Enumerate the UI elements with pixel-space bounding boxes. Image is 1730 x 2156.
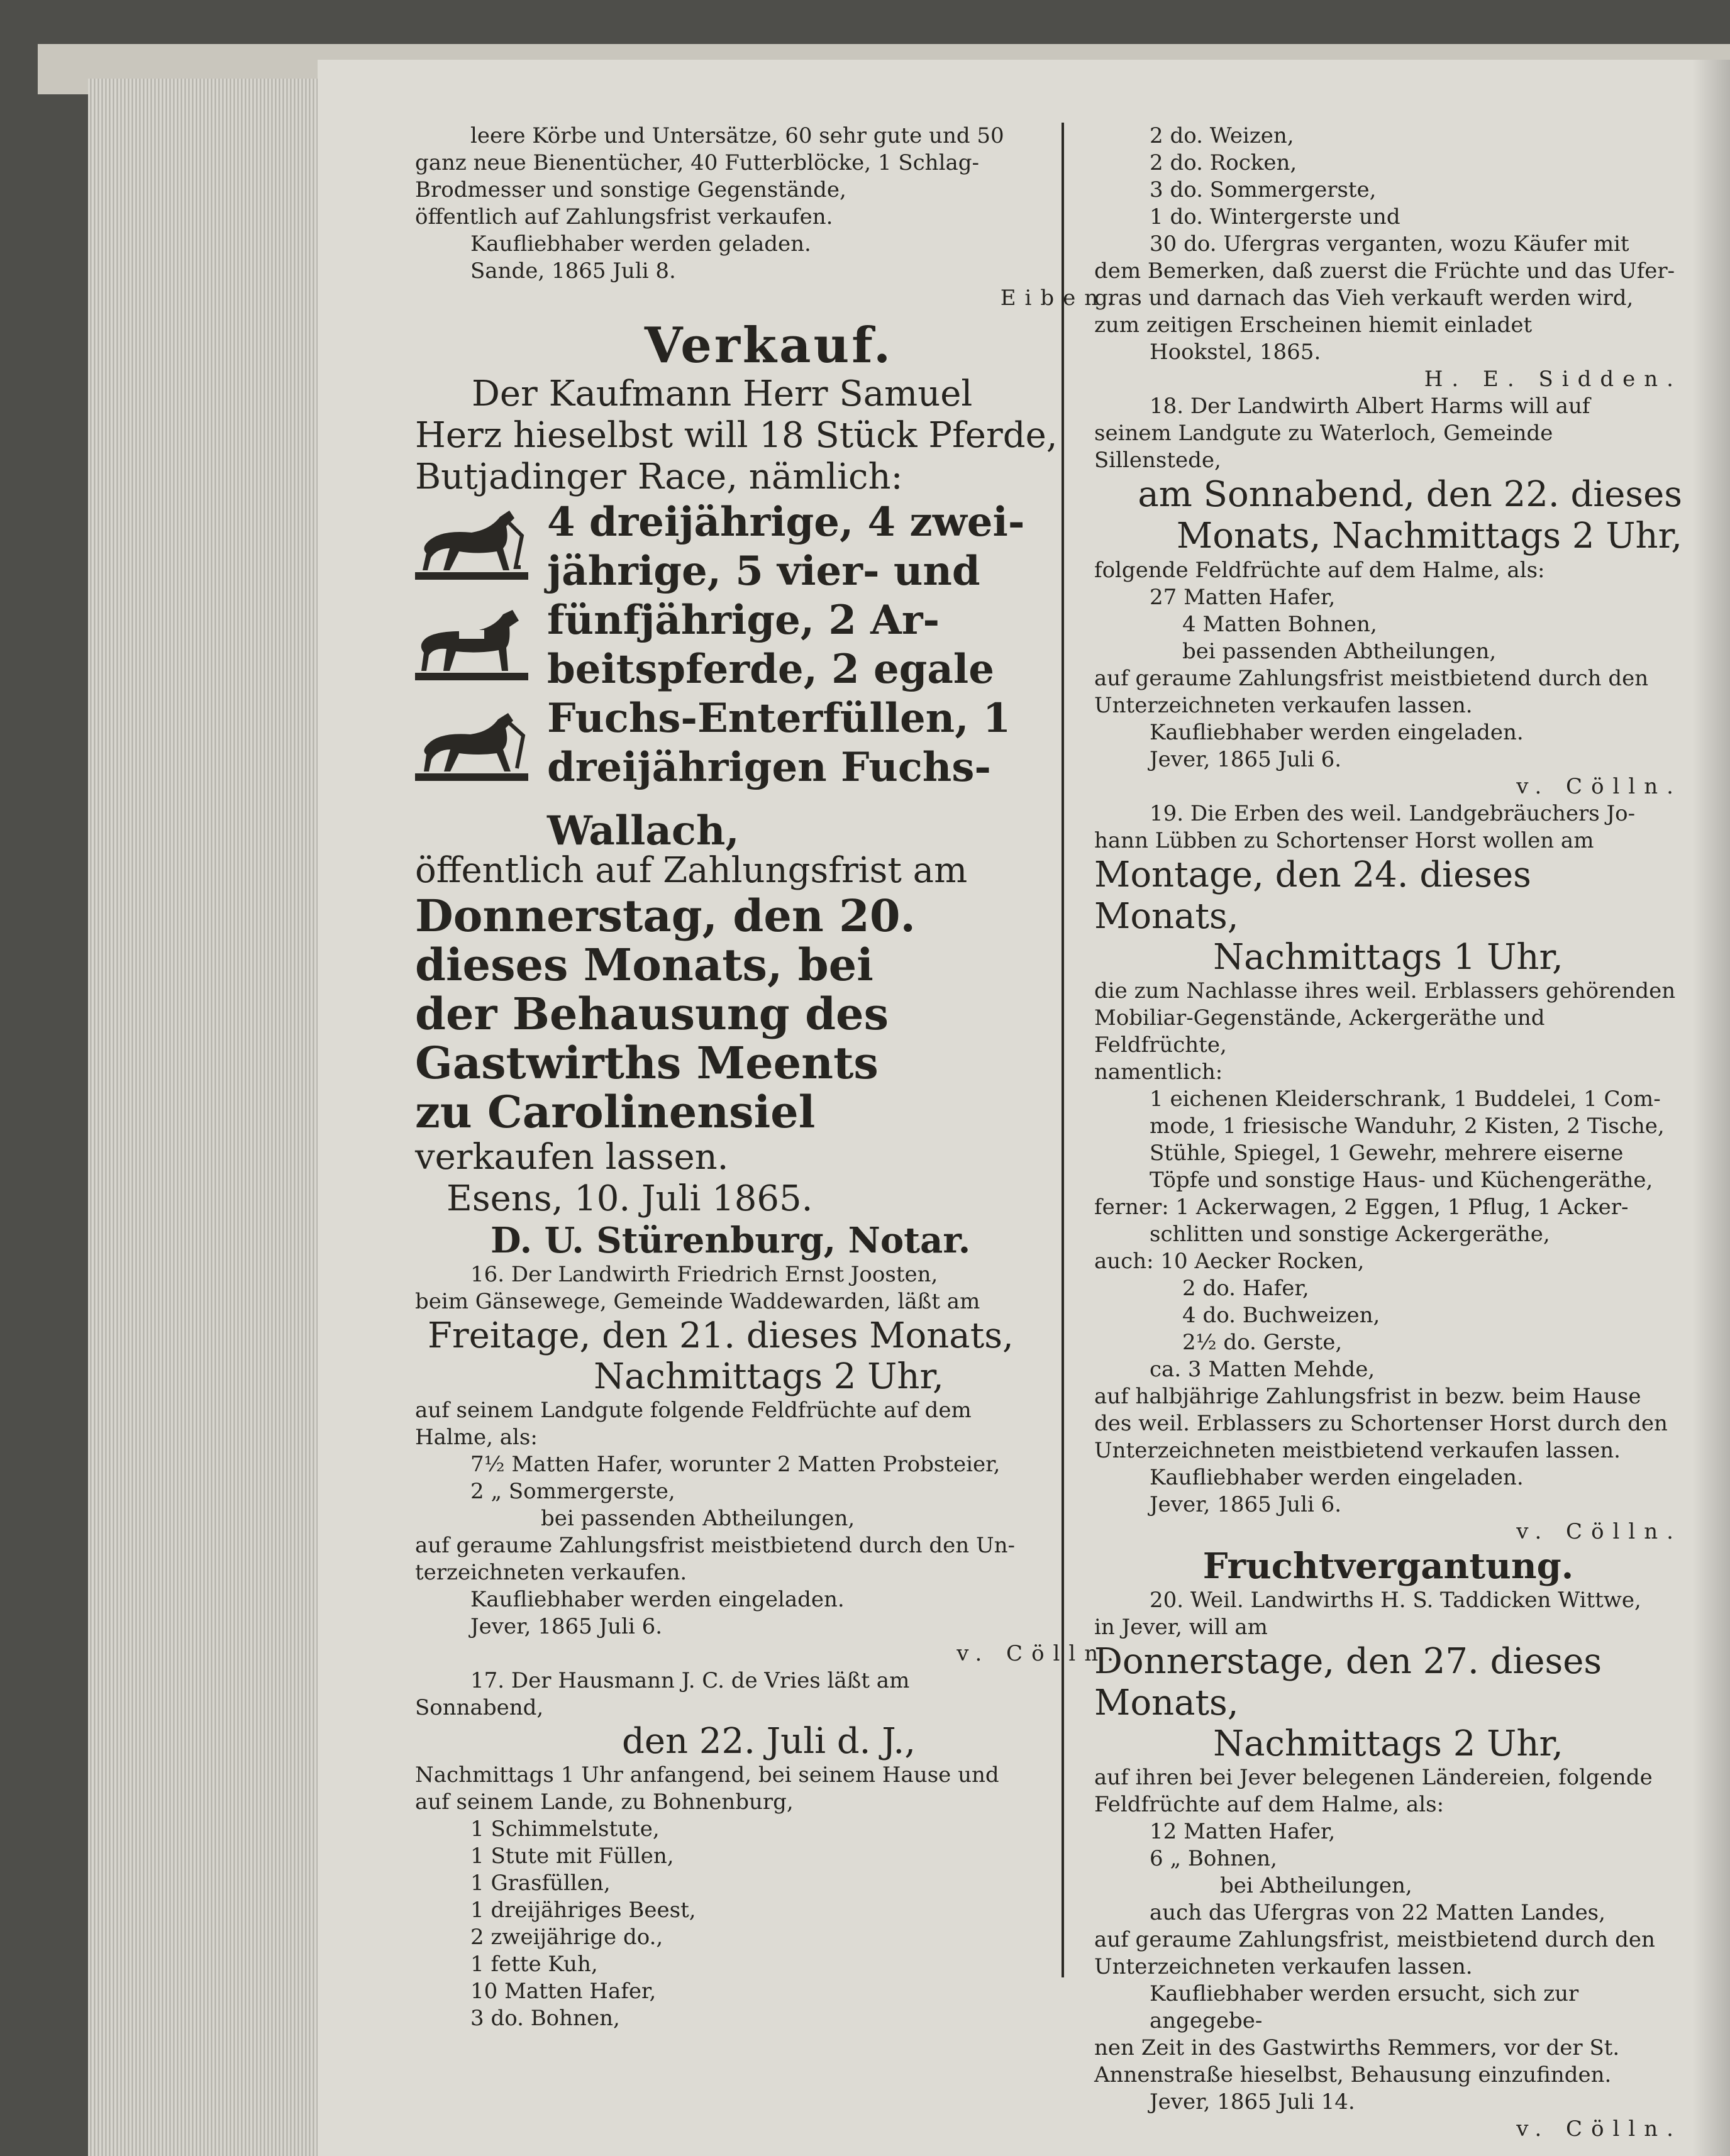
text-line: ganz neue Bienentücher, 40 Futterblöcke, 1 Schlag- <box>415 150 979 175</box>
text-line: Esens, 10. Juli 1865. <box>446 1178 813 1219</box>
page-fold-shadow <box>1692 60 1730 2156</box>
text-line: Sande, 1865 Juli 8. <box>470 258 676 284</box>
text-line: gras und darnach das Vieh verkauft werden wird, <box>1094 285 1634 311</box>
text-line: Butjadinger Race, nämlich: <box>415 456 903 497</box>
signature: Eiben. <box>1000 285 1123 311</box>
text-line: Kaufliebhaber werden geladen. <box>470 231 811 257</box>
list-item: 3 do. Bohnen, <box>470 2006 620 2031</box>
text-line: verkaufen lassen. <box>415 1137 729 1178</box>
text-line: Gastwirths Meents <box>415 1037 879 1089</box>
text-line: 7½ Matten Hafer, worunter 2 Matten Probsteier, <box>470 1452 1001 1477</box>
text-line: am Sonnabend, den 22. dieses <box>1138 474 1682 515</box>
signature: H. E. Sidden. <box>1424 367 1682 392</box>
text-line: Jever, 1865 Juli 6. <box>1150 1492 1342 1517</box>
list-item: 2 do. Hafer, <box>1182 1276 1309 1301</box>
left-column <box>415 123 1123 2032</box>
list-item: 30 do. Ufergras verganten, wozu Käufer mit <box>1150 231 1629 257</box>
text-line: Stühle, Spiegel, 1 Gewehr, mehrere eiserne <box>1150 1141 1624 1166</box>
text-line: zu Carolinensiel <box>415 1086 816 1138</box>
text-line: des weil. Erblassers zu Schortenser Horst durch den <box>1094 1411 1668 1436</box>
text-line: Kaufliebhaber werden eingeladen. <box>1150 720 1524 745</box>
list-item: 2 zweijährige do., <box>470 1925 663 1950</box>
text-line: Sonnabend, <box>415 1695 544 1720</box>
text-line: mode, 1 friesische Wanduhr, 2 Kisten, 2 Tische, <box>1150 1114 1665 1139</box>
text-line: Nachmittags 2 Uhr, <box>1213 1723 1563 1764</box>
text-line: terzeichneten verkaufen. <box>415 1560 687 1585</box>
text-line: Kaufliebhaber werden eingeladen. <box>1150 1465 1524 1490</box>
signature: v. Cölln. <box>1516 774 1682 799</box>
text-line: Nachmittags 1 Uhr anfangend, bei seinem Hause und <box>415 1762 999 1788</box>
text-line: Unterzeichneten verkaufen lassen. <box>1094 693 1473 718</box>
text-line: 17. Der Hausmann J. C. de Vries läßt am <box>470 1668 910 1693</box>
text-line: jährige, 5 vier- und <box>547 548 980 595</box>
list-item: 10 Matten Hafer, <box>470 1979 657 2004</box>
text-line: auf ihren bei Jever belegenen Ländereien, folgende <box>1094 1765 1653 1790</box>
text-line: Töpfe und sonstige Haus- und Küchengeräthe, <box>1150 1168 1653 1193</box>
text-line: Nachmittags 2 Uhr, <box>594 1356 944 1397</box>
text-line: Mobiliar-Gegenstände, Ackergeräthe und Feldfrüchte, <box>1094 1005 1545 1058</box>
text-line: fünfjährige, 2 Ar- <box>547 597 940 644</box>
text-line: auch das Ufergras von 22 Matten Landes, <box>1150 1900 1605 1925</box>
text-line: Jever, 1865 Juli 6. <box>470 1614 663 1639</box>
newspaper-page <box>318 60 1730 2156</box>
right-column <box>1094 123 1682 2143</box>
text-line: schlitten und sonstige Ackergeräthe, <box>1150 1222 1550 1247</box>
list-item: ca. 3 Matten Mehde, <box>1150 1357 1375 1382</box>
text-line: bei passenden Abtheilungen, <box>1182 639 1497 664</box>
text-line: 1 eichenen Kleiderschrank, 1 Buddelei, 1 Com- <box>1150 1086 1661 1112</box>
text-line: den 22. Juli d. J., <box>621 1721 916 1762</box>
text-line: Unterzeichneten meistbietend verkaufen lassen. <box>1094 1438 1621 1463</box>
text-line: beitspferde, 2 egale <box>547 646 994 693</box>
text-line: Nachmittags 1 Uhr, <box>1213 937 1563 978</box>
text-line: beim Gänsewege, Gemeinde Waddewarden, läßt am <box>415 1289 980 1314</box>
text-line: auf halbjährige Zahlungsfrist in bezw. beim Hause <box>1094 1384 1641 1409</box>
text-line: Kaufliebhaber werden ersucht, sich zur angegebe- <box>1150 1981 1579 2033</box>
text-line: 2 „ Sommergerste, <box>470 1479 675 1504</box>
text-line: Donnerstag, den 20. <box>415 890 916 942</box>
text-line: öffentlich auf Zahlungsfrist am <box>415 850 968 891</box>
text-line: öffentlich auf Zahlungsfrist verkaufen. <box>415 204 833 229</box>
text-line: bei passenden Abtheilungen, <box>541 1506 855 1531</box>
text-line: Freitage, den 21. dieses Monats, <box>428 1315 1014 1356</box>
list-item: 2½ do. Gerste, <box>1182 1330 1343 1355</box>
text-line: namentlich: <box>1094 1059 1223 1085</box>
text-line: 27 Matten Hafer, <box>1150 585 1336 610</box>
text-line: 20. Weil. Landwirths H. S. Taddicken Wittwe, <box>1150 1588 1641 1613</box>
horse-woodcut-icon <box>415 605 528 683</box>
text-line: Donnerstage, den 27. dieses Monats, <box>1094 1641 1602 1723</box>
text-line: 4 Matten Bohnen, <box>1182 612 1377 637</box>
signature: v. Cölln. <box>1516 2116 1682 2142</box>
text-line: Unterzeichneten verkaufen lassen. <box>1094 1954 1473 1979</box>
text-line: der Behausung des <box>415 988 889 1040</box>
list-item: 2 do. Rocken, <box>1150 150 1297 175</box>
list-item: 3 do. Sommergerste, <box>1150 177 1377 202</box>
text-line: ferner: 1 Ackerwagen, 2 Eggen, 1 Pflug, 1 Acker- <box>1094 1195 1629 1220</box>
text-line: die zum Nachlasse ihres weil. Erblassers gehörenden <box>1094 978 1676 1003</box>
text-line: auf geraume Zahlungsfrist meistbietend durch den <box>1094 666 1649 691</box>
text-line: in Jever, will am <box>1094 1615 1268 1640</box>
notary-signature: D. U. Stürenburg, Notar. <box>491 1220 971 1261</box>
list-item: 4 do. Buchweizen, <box>1182 1303 1380 1328</box>
text-line: Hookstel, 1865. <box>1150 340 1321 365</box>
text-line: dreijährigen Fuchs- <box>547 744 991 791</box>
text-line: Feldfrüchte auf dem Halme, als: <box>1094 1792 1444 1817</box>
list-item: 1 Stute mit Füllen, <box>470 1844 674 1869</box>
text-line: Montage, den 24. dieses Monats, <box>1094 854 1531 937</box>
fruchtvergantung-heading: Fruchtvergantung. <box>1202 1545 1574 1587</box>
list-item: 1 dreijähriges Beest, <box>470 1898 696 1923</box>
text-line: Brodmesser und sonstige Gegenstände, <box>415 177 846 202</box>
text-line: dem Bemerken, daß zuerst die Früchte und das Ufer- <box>1094 258 1675 284</box>
list-item: 2 do. Weizen, <box>1150 123 1294 148</box>
page-stack-edges <box>88 79 327 2156</box>
text-line: Monats, Nachmittags 2 Uhr, <box>1176 516 1682 556</box>
text-line: Kaufliebhaber werden eingeladen. <box>470 1587 845 1612</box>
text-line: Der Kaufmann Herr Samuel <box>472 373 973 414</box>
text-line: dieses Monats, bei <box>415 939 873 991</box>
text-line: leere Körbe und Untersätze, 60 sehr gute und 50 <box>470 123 1004 148</box>
text-line: zum zeitigen Erscheinen hiemit einladet <box>1094 312 1533 338</box>
horse-woodcut-icon <box>415 705 528 784</box>
text-line: seinem Landgute zu Waterloch, Gemeinde Sillenstede, <box>1094 421 1553 473</box>
list-item: 1 fette Kuh, <box>470 1952 598 1977</box>
signature: v. Cölln. <box>1516 1519 1682 1544</box>
text-line: Annenstraße hieselbst, Behausung einzufinden. <box>1094 2062 1612 2087</box>
horse-list <box>547 498 1123 792</box>
text-line: Jever, 1865 Juli 14. <box>1150 2089 1355 2115</box>
text-line: Halme, als: <box>415 1425 538 1450</box>
text-line: 4 dreijährige, 4 zwei- <box>547 499 1025 546</box>
horse-block <box>415 498 1123 793</box>
text-line: Fuchs-Enterfüllen, 1 <box>547 695 1011 742</box>
text-line: auf geraume Zahlungsfrist meistbietend durch den Un- <box>415 1533 1015 1558</box>
signature: v. Cölln. <box>956 1641 1123 1666</box>
text-line: hann Lübben zu Schortenser Horst wollen am <box>1094 828 1594 853</box>
text-line: folgende Feldfrüchte auf dem Halme, als: <box>1094 558 1545 583</box>
verkauf-heading: Verkauf. <box>644 317 894 374</box>
text-line: auf seinem Lande, zu Bohnenburg, <box>415 1789 794 1815</box>
horse-woodcut-icon <box>415 504 528 583</box>
text-line: nen Zeit in des Gastwirths Remmers, vor der St. <box>1094 2035 1620 2060</box>
text-line: auf seinem Landgute folgende Feldfrüchte auf dem <box>415 1398 972 1423</box>
list-item: 12 Matten Hafer, <box>1150 1819 1336 1844</box>
text-line: auf geraume Zahlungsfrist, meistbietend durch den <box>1094 1927 1655 1952</box>
text-line: 18. Der Landwirth Albert Harms will auf <box>1150 394 1590 419</box>
text-line: Herz hieselbst will 18 Stück Pferde, <box>415 415 1058 456</box>
text-line: auch: 10 Aecker Rocken, <box>1094 1249 1365 1274</box>
text-line: bei Abtheilungen, <box>1220 1873 1412 1898</box>
text-line: Wallach, <box>547 807 740 854</box>
text-line: Jever, 1865 Juli 6. <box>1150 747 1342 772</box>
text-line: 16. Der Landwirth Friedrich Ernst Joosten, <box>470 1262 938 1287</box>
list-item: 1 Grasfüllen, <box>470 1871 611 1896</box>
text-line: 19. Die Erben des weil. Landgebräuchers Jo- <box>1150 801 1636 826</box>
list-item: 6 „ Bohnen, <box>1150 1846 1277 1871</box>
list-item: 1 Schimmelstute, <box>470 1816 660 1842</box>
list-item: 1 do. Wintergerste und <box>1150 204 1400 229</box>
